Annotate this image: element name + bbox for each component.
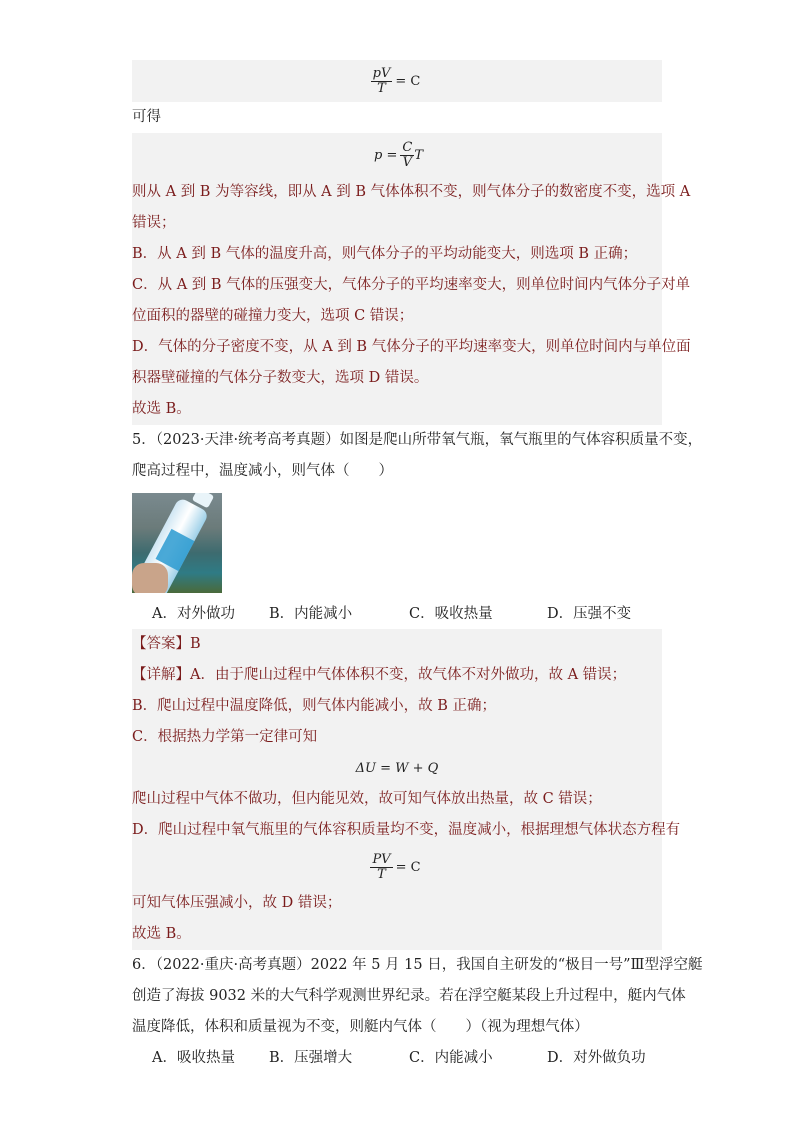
answer-label: 【答案】B	[132, 636, 201, 652]
equation-first-law	[132, 753, 662, 784]
detail-line: C．根据热力学第一定律可知	[132, 729, 318, 745]
equation-text: ΔU = W + Q	[355, 761, 439, 776]
detail-line: 【详解】A．由于爬山过程中气体体积不变，故气体不对外做功，故 A 错误；	[132, 667, 627, 683]
equation-p-cvt	[132, 133, 662, 177]
question-6-options	[132, 1043, 662, 1073]
option-a[interactable]: A．吸收热量	[152, 1050, 235, 1066]
detail-line: 爬山过程中气体不做功，但内能见效，故可知气体放出热量，故 C 错误；	[132, 791, 602, 807]
numerator: PV	[372, 851, 391, 867]
solution-line: C．从 A 到 B 气体的压强变大，气体分子的平均速率变大，则单位时间内气体分子对单	[132, 277, 691, 293]
equation-pv-t-2	[132, 846, 662, 888]
equation-rhs: = C	[395, 859, 421, 875]
solution-line: 位面积的器壁的碰撞力变大，选项 C 错误；	[132, 308, 414, 324]
solution-line: B．从 A 到 B 气体的温度升高，则气体分子的平均动能变大，则选项 B 正确；	[132, 246, 638, 262]
option-c[interactable]: C．吸收热量	[409, 606, 493, 622]
document-page	[132, 60, 703, 1073]
equation-var: T	[414, 147, 423, 163]
detail-line: B．爬山过程中温度降低，则气体内能减小，故 B 正确；	[132, 698, 497, 714]
fraction	[400, 141, 414, 170]
denominator: T	[377, 80, 386, 96]
detail-line: 故选 B。	[132, 926, 191, 942]
question-5-options	[132, 599, 662, 629]
text-line: 可得	[132, 109, 161, 125]
denominator: T	[377, 866, 386, 882]
equation-pv-t	[132, 60, 662, 102]
option-b[interactable]: B．压强增大	[269, 1050, 353, 1066]
option-b[interactable]: B．内能减小	[269, 606, 353, 622]
numerator: pV	[372, 65, 391, 81]
detail-line: D．爬山过程中氧气瓶里的气体容积质量均不变，温度减小，根据理想气体状态方程有	[132, 822, 681, 838]
option-d[interactable]: D．压强不变	[547, 606, 632, 622]
solution-line: D．气体的分子密度不变，从 A 到 B 气体分子的平均速率变大，则单位时间内与单位面	[132, 339, 691, 355]
hand-shape	[132, 563, 168, 593]
equation-lhs: p =	[374, 147, 398, 163]
equation-rhs: = C	[395, 73, 421, 89]
question-6-stem: 创造了海拔 9032 米的大气科学观测世界纪录。若在浮空艇某段上升过程中，艇内气体	[132, 988, 686, 1004]
option-c[interactable]: C．内能减小	[409, 1050, 493, 1066]
solution-line: 积器壁碰撞的气体分子数变大，选项 D 错误。	[132, 370, 429, 386]
fraction	[371, 67, 393, 96]
question-5-stem: 5．（2023·天津·统考高考真题）如图是爬山所带氧气瓶，氧气瓶里的气体容积质量不变，	[132, 432, 703, 448]
solution-line: 故选 B。	[132, 401, 191, 417]
fraction	[370, 853, 392, 882]
oxygen-bottle-photo	[132, 493, 222, 593]
question-5-stem: 爬高过程中，温度减小，则气体（ ）	[132, 463, 393, 479]
option-a[interactable]: A．对外做功	[152, 606, 235, 622]
numerator: C	[402, 139, 413, 155]
option-d[interactable]: D．对外做负功	[547, 1050, 646, 1066]
solution-line: 错误；	[132, 215, 176, 231]
solution-line: 则从 A 到 B 为等容线，即从 A 到 B 气体体积不变，则气体分子的数密度不变，选项 A	[132, 184, 691, 200]
question-6-stem: 6．（2022·重庆·高考真题）2022 年 5 月 15 日，我国自主研发的“极目一号”Ⅲ型浮空艇	[132, 957, 703, 973]
denominator: V	[402, 154, 413, 170]
detail-line: 可知气体压强减小，故 D 错误；	[132, 895, 342, 911]
question-6-stem: 温度降低，体积和质量视为不变，则艇内气体（ ）（视为理想气体）	[132, 1019, 589, 1035]
